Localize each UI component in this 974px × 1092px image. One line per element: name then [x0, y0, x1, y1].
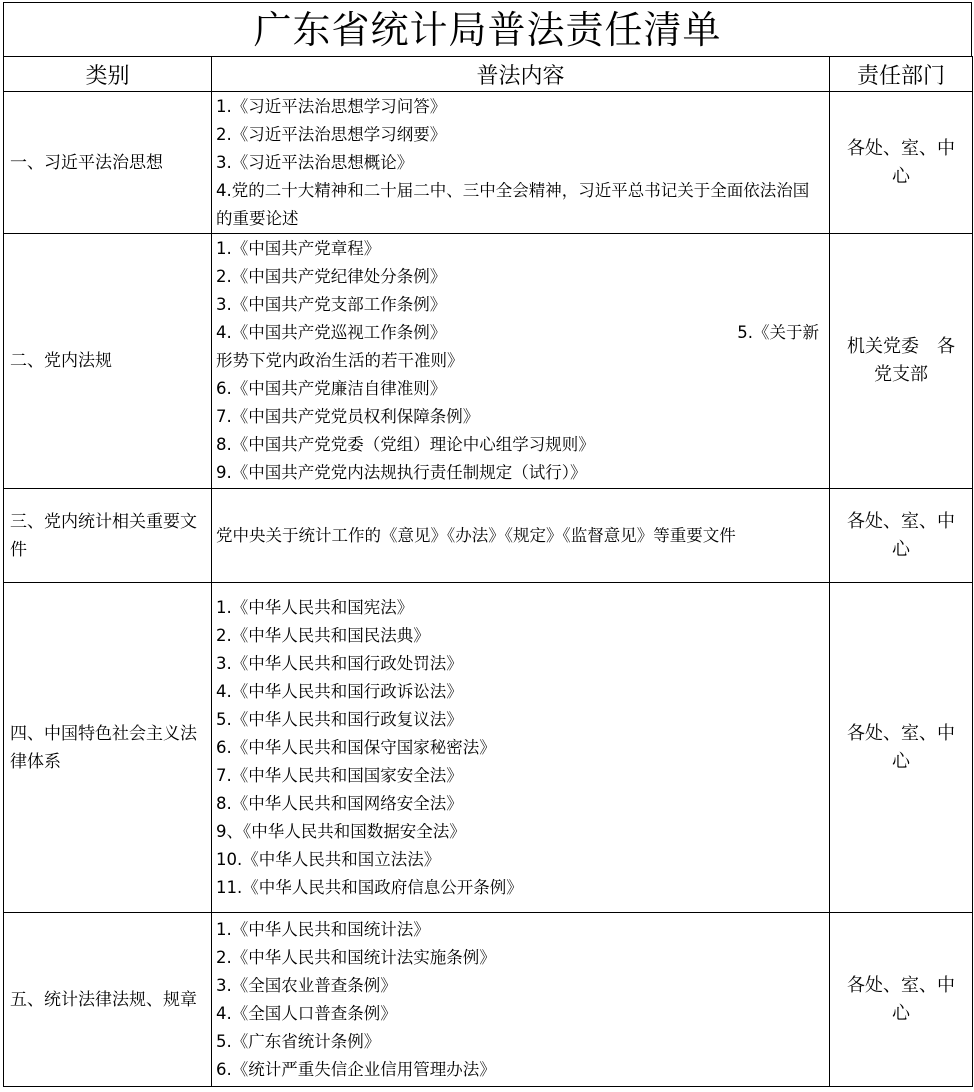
department-cell: 各处、室、中心	[830, 92, 973, 234]
content-cell	[212, 234, 830, 489]
list-item: 9.《中国共产党党内法规执行责任制规定（试行）》	[216, 463, 587, 482]
category-cell: 一、习近平法治思想	[4, 92, 212, 234]
list-item: 1.《习近平法治思想学习问答》	[216, 96, 447, 116]
page-title: 广东省统计局普法责任清单	[3, 2, 972, 56]
department-cell: 各处、室、中心	[830, 489, 973, 583]
list-item: 8.《中华人民共和国网络安全法》	[216, 793, 463, 813]
table-row	[4, 92, 973, 234]
list-item: 3.《习近平法治思想概论》	[216, 152, 414, 172]
table-row	[4, 913, 973, 1087]
list-item: 2.《中华人民共和国统计法实施条例》	[216, 947, 496, 967]
list-item: 5.《中华人民共和国行政复议法》	[216, 709, 463, 729]
content-cell	[212, 489, 830, 583]
category-cell: 三、党内统计相关重要文件	[4, 489, 212, 583]
list-item: 4.《全国人口普查条例》	[216, 1003, 397, 1023]
list-item: 6.《统计严重失信企业信用管理办法》	[216, 1059, 496, 1079]
table-row	[4, 234, 973, 489]
list-item: 3.《中华人民共和国行政处罚法》	[216, 653, 463, 673]
category-cell: 二、党内法规	[4, 234, 212, 489]
list-item: 7.《中国共产党党员权利保障条例》	[216, 407, 480, 426]
list-item: 1.《中华人民共和国宪法》	[216, 597, 414, 617]
list-item: 2.《中华人民共和国民法典》	[216, 625, 430, 645]
category-cell: 四、中国特色社会主义法律体系	[4, 583, 212, 913]
list-item: 3.《全国农业普查条例》	[216, 975, 397, 995]
list-item: 6.《中华人民共和国保守国家秘密法》	[216, 737, 496, 757]
table-row	[4, 583, 973, 913]
list-item: 9、《中华人民共和国数据安全法》	[216, 821, 466, 841]
list-item: 2.《中国共产党纪律处分条例》	[216, 267, 447, 286]
list-item: 8.《中国共产党党委（党组）理论中心组学习规则》	[216, 435, 595, 454]
list-item: 5.《广东省统计条例》	[216, 1031, 381, 1051]
list-item: 3.《中国共产党支部工作条例》	[216, 295, 447, 314]
category-cell: 五、统计法律法规、规章	[4, 913, 212, 1087]
content-cell	[212, 583, 830, 913]
content-cell	[212, 913, 830, 1087]
list-item-text: 5.《关于新	[737, 323, 819, 342]
list-item: 11.《中华人民共和国政府信息公开条例》	[216, 877, 523, 897]
table-row	[4, 489, 973, 583]
header-category: 类别	[4, 57, 212, 92]
department-cell: 机关党委 各党支部	[830, 234, 973, 489]
list-item: 1.《中华人民共和国统计法》	[216, 919, 430, 939]
list-item: 4.《中华人民共和国行政诉讼法》	[216, 681, 463, 701]
list-item: 2.《习近平法治思想学习纲要》	[216, 124, 447, 144]
department-cell: 各处、室、中心	[830, 913, 973, 1087]
list-item: 7.《中华人民共和国国家安全法》	[216, 765, 463, 785]
sheet	[3, 2, 972, 1089]
list-item: 6.《中国共产党廉洁自律准则》	[216, 379, 447, 398]
list-item: 10.《中华人民共和国立法法》	[216, 849, 441, 869]
header-row	[4, 57, 973, 92]
responsibility-table	[3, 56, 973, 1087]
department-cell: 各处、室、中心	[830, 583, 973, 913]
list-item-continuation: 形势下党内政治生活的若干准则》	[216, 351, 464, 370]
list-item: 4.党的二十大精神和二十届二中、三中全会精神，习近平总书记关于全面依法治国的重要论述	[216, 180, 810, 228]
list-item	[216, 319, 825, 347]
header-content: 普法内容	[212, 57, 830, 92]
list-item: 1.《中国共产党章程》	[216, 239, 381, 258]
header-department: 责任部门	[830, 57, 973, 92]
list-item: 党中央关于统计工作的《意见》《办法》《规定》《监督意见》等重要文件	[216, 525, 736, 545]
list-item-text: 4.《中国共产党巡视工作条例》	[216, 323, 447, 342]
content-cell	[212, 92, 830, 234]
